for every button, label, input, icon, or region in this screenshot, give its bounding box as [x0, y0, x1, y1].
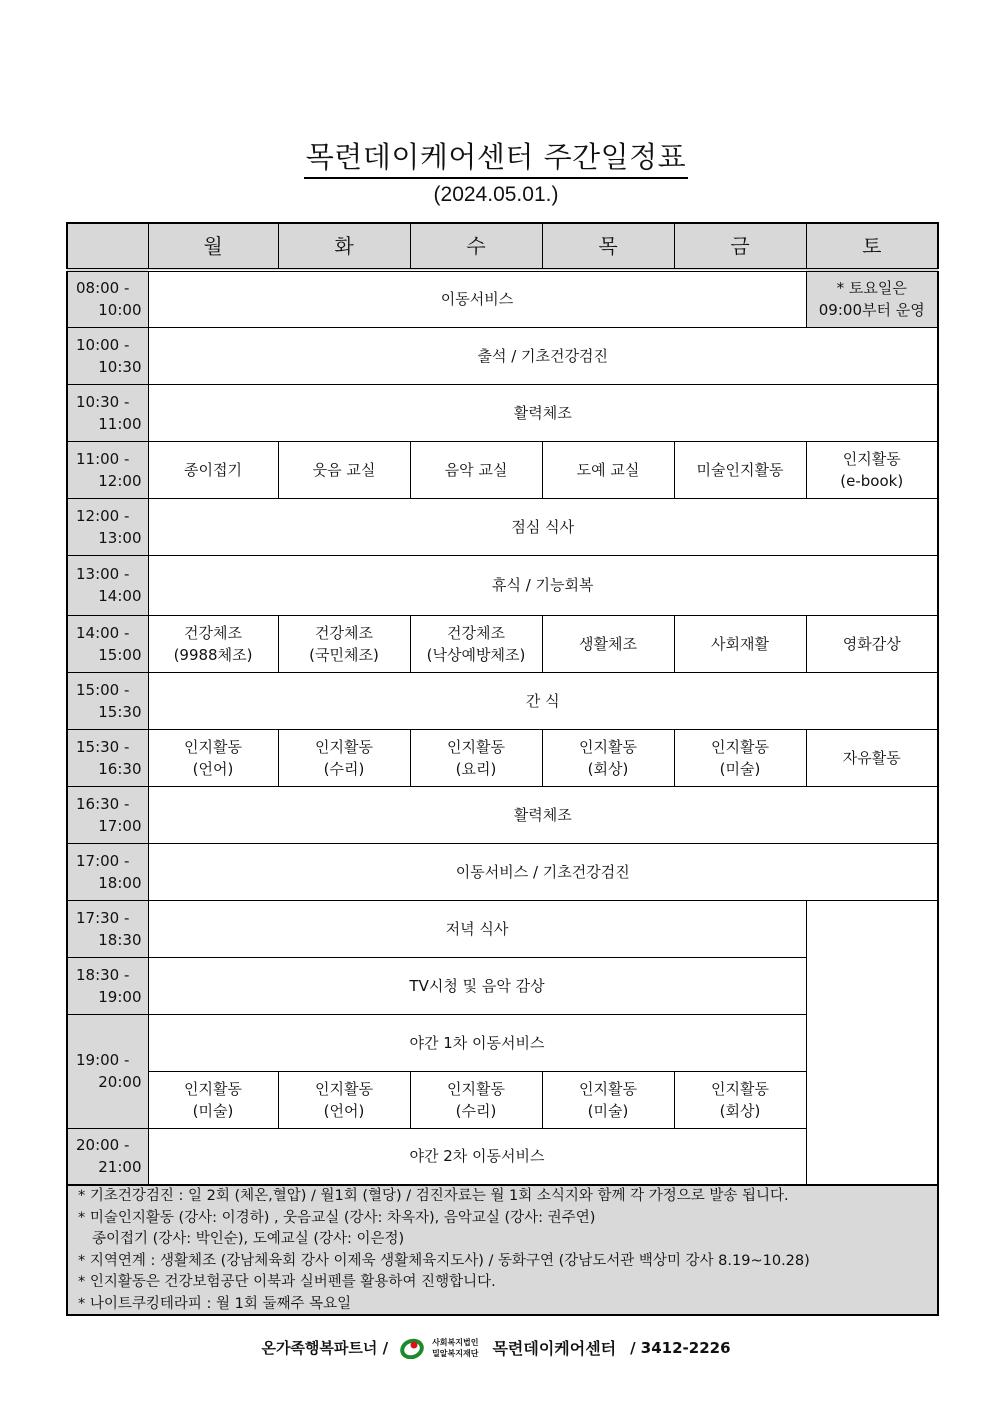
partner-text: 온가족행복파트너 /	[261, 1339, 389, 1357]
time-end: 11:00	[98, 414, 142, 433]
title-text: 목련데이케어센터 주간일정표	[304, 138, 688, 179]
time-start: 10:30 -	[76, 392, 130, 411]
saturday-blank	[806, 900, 938, 1185]
activity-cell	[542, 441, 674, 498]
cell-line: (수리)	[323, 759, 365, 778]
table-row	[67, 441, 938, 498]
cell-line: 인지활동	[315, 1079, 373, 1098]
time-end: 13:00	[98, 528, 142, 547]
note-community: * 지역연계 : 생활체조 (강남체육회 강사 이제욱 생활체육지도사) / 동화구연 (강남도서관 백상미 강사 8.19~10.28)	[78, 1252, 810, 1269]
table-row	[67, 555, 938, 615]
time-cell	[67, 957, 148, 1014]
activity-cell	[148, 441, 278, 498]
cell-line: 생활체조	[579, 634, 637, 653]
day-wed: 수	[410, 223, 542, 270]
time-start: 10:00 -	[76, 335, 130, 354]
activity-cell	[542, 729, 674, 786]
cell-line: * 토요일은	[836, 279, 907, 298]
cell-line: 인지활동	[315, 737, 373, 756]
cell-line: (언어)	[323, 1101, 365, 1120]
time-cell	[67, 498, 148, 555]
time-cell	[67, 555, 148, 615]
activity-cell	[410, 615, 542, 672]
time-start: 08:00 -	[76, 279, 130, 298]
table-row	[67, 327, 938, 384]
activity-cell	[278, 441, 410, 498]
time-start: 18:30 -	[76, 965, 130, 984]
cell-line: 도예 교실	[576, 460, 640, 479]
saturday-note	[806, 270, 938, 327]
table-row	[67, 729, 938, 786]
activity-span: 이동서비스	[148, 270, 806, 327]
activity-cell	[148, 615, 278, 672]
time-end: 12:00	[98, 471, 142, 490]
time-end: 18:00	[98, 873, 142, 892]
cell-line: 인지활동	[711, 737, 769, 756]
time-start: 17:00 -	[76, 851, 130, 870]
time-cell	[67, 615, 148, 672]
time-cell	[67, 786, 148, 843]
table-row	[67, 384, 938, 441]
activity-cell	[410, 729, 542, 786]
time-cell	[67, 270, 148, 327]
day-mon: 월	[148, 223, 278, 270]
time-cell	[67, 900, 148, 957]
cell-line: (회상)	[719, 1101, 761, 1120]
time-end: 15:30	[98, 702, 142, 721]
time-end: 10:30	[98, 357, 142, 376]
time-start: 16:30 -	[76, 794, 130, 813]
time-cell	[67, 1128, 148, 1185]
cell-line: 건강체조	[315, 623, 373, 642]
cell-line: 건강체조	[447, 623, 505, 642]
note-night-cooking: * 나이트쿠킹테라피 : 월 1회 둘째주 목요일	[78, 1295, 352, 1312]
corner-cell	[67, 223, 148, 270]
time-cell	[67, 327, 148, 384]
time-start: 15:30 -	[76, 737, 130, 756]
activity-cell	[806, 615, 938, 672]
activity-cell	[674, 441, 806, 498]
milal-logo-icon	[400, 1337, 424, 1359]
activity-cell	[410, 441, 542, 498]
cell-line: (언어)	[192, 759, 234, 778]
date-subtitle: (2024.05.01.)	[433, 183, 559, 206]
activity-span: TV시청 및 음악 감상	[148, 957, 806, 1014]
time-cell	[67, 384, 148, 441]
time-end: 19:00	[98, 987, 142, 1006]
activity-cell	[674, 615, 806, 672]
activity-cell	[674, 1071, 806, 1128]
time-end: 16:30	[98, 759, 142, 778]
table-row	[67, 900, 938, 957]
cell-line: (미술)	[587, 1101, 629, 1120]
activity-span: 휴식 / 기능회복	[148, 555, 938, 615]
time-start: 11:00 -	[76, 449, 130, 468]
time-cell	[67, 1014, 148, 1128]
time-cell	[67, 441, 148, 498]
weekly-schedule-table	[66, 222, 939, 1186]
cell-line: 음악 교실	[444, 460, 508, 479]
activity-span: 활력체조	[148, 786, 938, 843]
cell-line: 건강체조	[184, 623, 242, 642]
cell-line: 인지활동	[447, 737, 505, 756]
day-fri: 금	[674, 223, 806, 270]
cell-line: 인지활동	[579, 1079, 637, 1098]
cell-line: 웃음 교실	[312, 460, 376, 479]
center-name: 목련데이케어센터	[492, 1339, 617, 1358]
table-row	[67, 843, 938, 900]
activity-span: 점심 식사	[148, 498, 938, 555]
activity-cell	[806, 729, 938, 786]
table-row	[67, 270, 938, 327]
phone-number: / 3412-2226	[630, 1338, 731, 1357]
activity-span: 활력체조	[148, 384, 938, 441]
table-row	[67, 615, 938, 672]
table-row	[67, 672, 938, 729]
day-thu: 목	[542, 223, 674, 270]
time-start: 14:00 -	[76, 623, 130, 642]
table-row	[67, 498, 938, 555]
cell-line: 영화감상	[842, 634, 901, 653]
activity-cell	[148, 729, 278, 786]
cell-line: 사회재활	[711, 634, 769, 653]
cell-line: 09:00부터 운영	[818, 301, 925, 320]
page-title	[0, 138, 992, 179]
activity-cell	[542, 1071, 674, 1128]
time-start: 12:00 -	[76, 506, 130, 525]
time-end: 17:00	[98, 816, 142, 835]
cell-line: 인지활동	[184, 1079, 242, 1098]
notes-box	[66, 1185, 939, 1316]
activity-cell	[148, 1071, 278, 1128]
cell-line: (수리)	[455, 1101, 497, 1120]
cell-line: (9988체조)	[173, 645, 253, 664]
time-end: 15:00	[98, 645, 142, 664]
cell-line: (e-book)	[840, 471, 904, 490]
cell-line: (미술)	[192, 1101, 234, 1120]
time-start: 13:00 -	[76, 565, 130, 583]
time-end: 21:00	[98, 1158, 142, 1177]
activity-cell	[542, 615, 674, 672]
table-row	[67, 786, 938, 843]
cell-line: (요리)	[455, 759, 497, 778]
activity-cell	[278, 729, 410, 786]
time-end: 20:00	[98, 1073, 142, 1091]
time-start: 17:30 -	[76, 908, 130, 927]
header-row	[67, 223, 938, 270]
cell-line: 자유활동	[842, 748, 901, 767]
footer	[0, 1336, 992, 1359]
time-cell	[67, 672, 148, 729]
note-cognitive: * 인지활동은 건강보험공단 이북과 실버펜를 활용하여 진행합니다.	[78, 1274, 496, 1290]
time-end: 14:00	[98, 587, 142, 605]
activity-cell	[278, 615, 410, 672]
cell-line: (국민체조)	[309, 645, 379, 664]
time-cell	[67, 843, 148, 900]
note-health-check: * 기초건강검진 : 일 2회 (체온,혈압) / 월1회 (혈당) / 검진자료는 월 1회 소식지와 함께 각 가정으로 발송 됩니다.	[78, 1188, 789, 1204]
org-line1: 사회복지법인	[432, 1337, 479, 1347]
day-sat: 토	[806, 223, 938, 270]
note-instructors: * 미술인지활동 (강사: 이경하) , 웃음교실 (강사: 차옥자), 음악교실 (강사: 권주연)	[78, 1209, 596, 1226]
activity-span: 저녁 식사	[148, 900, 806, 957]
time-end: 18:30	[98, 930, 142, 949]
activity-span: 출석 / 기초건강검진	[148, 327, 938, 384]
cell-line: 인지활동	[184, 737, 242, 756]
activity-cell	[278, 1071, 410, 1128]
activity-span: 이동서비스 / 기초건강검진	[148, 843, 938, 900]
time-start: 15:00 -	[76, 680, 130, 699]
activity-cell	[806, 441, 938, 498]
cell-line: (회상)	[587, 759, 629, 778]
activity-span: 야간 1차 이동서비스	[148, 1014, 806, 1071]
cell-line: 인지활동	[711, 1079, 769, 1098]
time-end: 10:00	[98, 301, 142, 320]
cell-line: 종이접기	[184, 460, 242, 479]
time-start: 20:00 -	[76, 1136, 130, 1155]
time-cell	[67, 729, 148, 786]
activity-span: 야간 2차 이동서비스	[148, 1128, 806, 1185]
cell-line: 인지활동	[842, 449, 901, 468]
activity-cell	[674, 729, 806, 786]
cell-line: (미술)	[719, 759, 761, 778]
day-tue: 화	[278, 223, 410, 270]
cell-line: (낙상예방체조)	[426, 645, 526, 664]
org-name	[432, 1337, 478, 1359]
cell-line: 인지활동	[579, 737, 637, 756]
note-instructors-cont: 종이접기 (강사: 박인순), 도예교실 (강사: 이은정)	[92, 1231, 405, 1247]
org-line2: 밀알복지재단	[432, 1348, 479, 1358]
cell-line: 미술인지활동	[696, 460, 784, 479]
activity-span: 간 식	[148, 672, 938, 729]
time-start: 19:00 -	[76, 1051, 130, 1069]
activity-cell	[410, 1071, 542, 1128]
cell-line: 인지활동	[447, 1079, 505, 1098]
